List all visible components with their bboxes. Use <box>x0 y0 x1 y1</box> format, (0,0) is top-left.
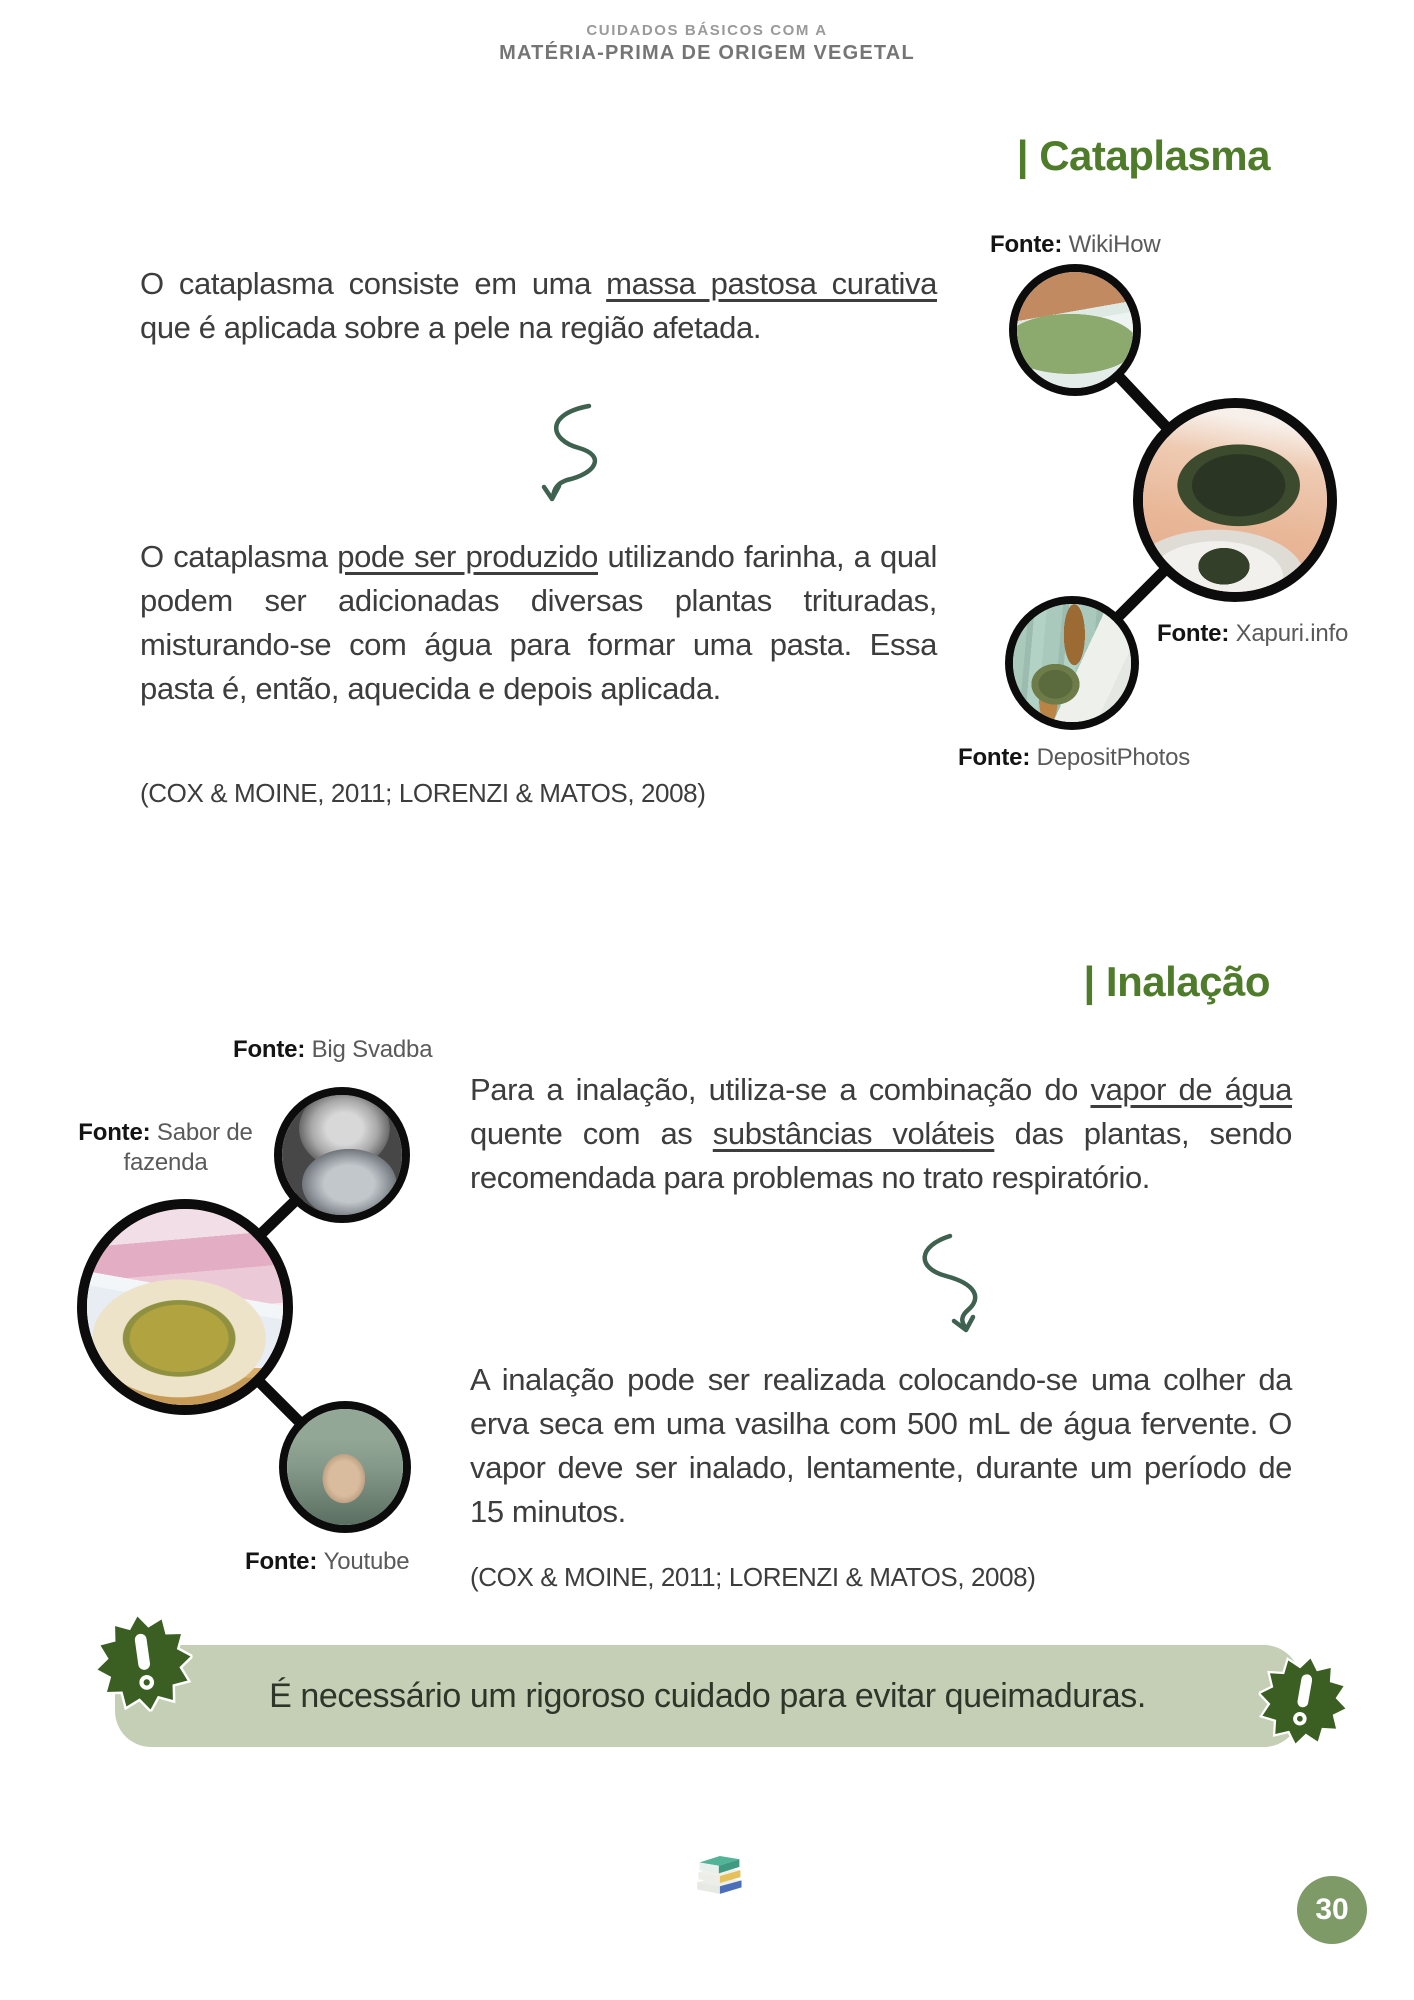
source-label-sabor-de-fazenda: Fonte: Sabor de fazenda <box>78 1119 253 1176</box>
steaming-pot-image <box>282 1095 402 1215</box>
warning-badge-icon <box>1251 1649 1355 1753</box>
photo-steaming-pot <box>274 1087 410 1223</box>
warning-text: É necessário um rigoroso cuidado para evitar queimaduras. <box>269 1676 1146 1715</box>
photo-person-inhaling <box>279 1401 411 1533</box>
cataplasma-citation: (COX & MOINE, 2011; LORENZI & MATOS, 2008) <box>140 778 706 808</box>
section-heading-cataplasma: | Cataplasma <box>1016 132 1270 179</box>
herbal-infusion-bowl-image <box>87 1209 283 1405</box>
section-heading-inalacao: | Inalação <box>1083 958 1270 1005</box>
warning-banner <box>115 1645 1300 1747</box>
source-label-wikihow: Fonte: WikiHow <box>990 231 1161 258</box>
source-label-youtube: Fonte: Youtube <box>245 1548 410 1575</box>
page-number: 30 <box>1315 1893 1349 1926</box>
header-kicker: CUIDADOS BÁSICOS COM A <box>586 22 828 39</box>
page-number-badge <box>1297 1876 1367 1944</box>
page-header <box>0 22 1414 65</box>
herbs-on-arm-image <box>1143 408 1327 592</box>
inalacao-paragraph-2: A inalação pode ser realizada colocando-se uma colher da erva seca em uma vasilha com 500 mL de água fervente. O vapor deve ser inalado, lentamente, durante um período de 15 minutos. <box>470 1362 1292 1529</box>
photo-herbal-infusion <box>77 1199 293 1415</box>
photo-cataplasma-arm <box>1133 398 1337 602</box>
warning-badge-icon <box>89 1608 200 1719</box>
source-label-xapuri: Fonte: Xapuri.info <box>1157 620 1349 647</box>
source-label-depositphotos: Fonte: DepositPhotos <box>958 744 1191 771</box>
header-title: MATÉRIA-PRIMA DE ORIGEM VEGETAL <box>499 42 915 64</box>
cataplasma-paragraph-1: O cataplasma consiste em uma massa pastosa curativa que é aplicada sobre a pele na região afetada. <box>140 266 937 345</box>
photo-cataplasma-illustration <box>1009 264 1141 396</box>
squiggle-arrow-down-icon <box>890 1232 1000 1342</box>
inalacao-citation: (COX & MOINE, 2011; LORENZI & MATOS, 2008) <box>470 1562 1036 1592</box>
photo-cataplasma-bowls <box>1005 596 1139 730</box>
person-with-towel-image <box>287 1409 403 1525</box>
green-paste-on-skin-image <box>1017 272 1133 388</box>
clay-bowls-image <box>1013 604 1131 722</box>
inalacao-paragraph-1: Para a inalação, utiliza-se a combinação do vapor de água quente com as substâncias voláteis das plantas, sendo recomendada para problemas no trato respiratório. <box>470 1072 1293 1195</box>
cataplasma-paragraph-2: O cataplasma pode ser produzido utilizando farinha, a qual podem ser adicionadas diversas plantas trituradas, misturando-se com água para formar uma pasta. Essa pasta é, então, aquecida e depois aplicada. <box>140 539 937 706</box>
squiggle-arrow-down-icon <box>505 398 615 513</box>
source-label-big-svadba: Fonte: Big Svadba <box>233 1036 433 1063</box>
book-stack-icon <box>694 1850 748 1908</box>
